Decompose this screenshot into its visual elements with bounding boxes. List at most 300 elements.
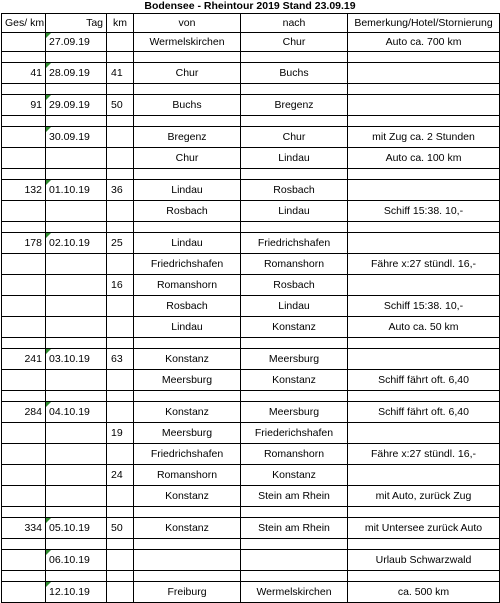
cell-text: 28.09.19 (49, 66, 90, 79)
cell-text: 16 (111, 278, 123, 291)
cell-von[interactable] (134, 391, 241, 402)
table-row (2, 539, 500, 550)
cell-nach[interactable] (241, 116, 348, 127)
cell-text: 41 (111, 66, 123, 79)
cell-von[interactable] (134, 423, 241, 444)
table-row (2, 486, 500, 507)
cell-text: 02.10.19 (49, 236, 90, 249)
cell-tag[interactable] (46, 296, 107, 317)
cell-nach[interactable] (241, 95, 348, 116)
cell-text: Lindau (171, 320, 203, 333)
cell-von[interactable] (134, 370, 241, 391)
cell-nach[interactable] (241, 233, 348, 254)
comment-indicator-icon[interactable] (46, 127, 51, 132)
comment-indicator-icon[interactable] (46, 180, 51, 185)
cell-km[interactable] (107, 222, 134, 233)
cell-von[interactable] (134, 518, 241, 539)
cell-text: Wermelskirchen (149, 35, 225, 48)
cell-bemerkung[interactable] (348, 233, 500, 254)
cell-text: Fähre x:27 stündl. 16,- (370, 447, 477, 460)
cell-nach[interactable] (241, 296, 348, 317)
cell-bemerkung[interactable] (348, 148, 500, 169)
cell-text: Friederichshafen (254, 426, 334, 439)
cell-ges-km[interactable] (2, 169, 46, 180)
cell-text: Stein am Rhein (258, 489, 330, 502)
cell-ges-km[interactable] (2, 423, 46, 444)
cell-km[interactable] (107, 63, 134, 84)
cell-bemerkung[interactable] (348, 465, 500, 486)
cell-nach[interactable] (241, 423, 348, 444)
cell-bemerkung[interactable] (348, 63, 500, 84)
cell-ges-km[interactable] (2, 148, 46, 169)
cell-text: mit Zug ca. 2 Stunden (372, 130, 475, 143)
cell-ges-km[interactable] (2, 486, 46, 507)
cell-tag[interactable] (46, 254, 107, 275)
cell-von[interactable] (134, 507, 241, 518)
cell-km[interactable] (107, 84, 134, 95)
cell-nach[interactable] (241, 254, 348, 275)
table-row (2, 33, 500, 52)
cell-ges-km[interactable] (2, 571, 46, 582)
cell-text: Buchs (279, 66, 309, 79)
cell-km[interactable] (107, 465, 134, 486)
cell-km[interactable] (107, 95, 134, 116)
comment-indicator-icon[interactable] (46, 518, 51, 523)
cell-text: Lindau (171, 236, 203, 249)
cell-tag[interactable] (46, 148, 107, 169)
cell-text: 24 (111, 468, 123, 481)
cell-nach[interactable] (241, 507, 348, 518)
cell-tag[interactable] (46, 518, 107, 539)
header-tag[interactable]: Tag (46, 14, 107, 33)
table-row (2, 518, 500, 539)
cell-nach[interactable] (241, 127, 348, 148)
cell-text: Meersburg (161, 426, 213, 439)
cell-von[interactable] (134, 222, 241, 233)
cell-tag[interactable] (46, 201, 107, 222)
cell-von[interactable] (134, 465, 241, 486)
comment-indicator-icon[interactable] (46, 582, 51, 587)
cell-von[interactable] (134, 33, 241, 52)
cell-text: Romanshorn (156, 278, 218, 291)
table-row (2, 338, 500, 349)
cell-bemerkung[interactable] (348, 518, 500, 539)
cell-bemerkung[interactable] (348, 275, 500, 296)
cell-von[interactable] (134, 550, 241, 571)
cell-ges-km[interactable] (2, 391, 46, 402)
cell-text: 25 (111, 236, 123, 249)
cell-von[interactable] (134, 127, 241, 148)
sheet-title: Bodensee - Rheintour 2019 Stand 23.09.19 (144, 0, 356, 12)
cell-text: Romanshorn (156, 468, 218, 481)
cell-bemerkung[interactable] (348, 349, 500, 370)
cell-bemerkung[interactable] (348, 444, 500, 465)
cell-nach[interactable] (241, 169, 348, 180)
cell-bemerkung[interactable] (348, 95, 500, 116)
cell-ges-km[interactable] (2, 52, 46, 63)
cell-nach[interactable] (241, 84, 348, 95)
cell-tag[interactable] (46, 275, 107, 296)
header-nach[interactable]: nach (241, 14, 348, 33)
cell-text: Chur (175, 66, 199, 79)
cell-text: Rosbach (166, 204, 208, 217)
cell-ges-km[interactable] (2, 550, 46, 571)
cell-km[interactable] (107, 507, 134, 518)
cell-nach[interactable] (241, 370, 348, 391)
comment-indicator-icon[interactable] (46, 550, 51, 555)
table-row (2, 201, 500, 222)
cell-km[interactable] (107, 233, 134, 254)
cell-von[interactable] (134, 254, 241, 275)
cell-ges-km[interactable] (2, 116, 46, 127)
cell-ges-km[interactable] (2, 84, 46, 95)
cell-von[interactable] (134, 571, 241, 582)
cell-bemerkung[interactable] (348, 127, 500, 148)
tour-table (1, 13, 500, 603)
cell-tag[interactable] (46, 486, 107, 507)
cell-bemerkung[interactable] (348, 550, 500, 571)
cell-text: Schiff fährt oft. 6,40 (378, 405, 469, 418)
table-row (2, 116, 500, 127)
cell-tag[interactable] (46, 507, 107, 518)
cell-von[interactable] (134, 201, 241, 222)
cell-km[interactable] (107, 582, 134, 603)
cell-km[interactable] (107, 338, 134, 349)
table-row (2, 317, 500, 338)
cell-ges-km[interactable] (2, 33, 46, 52)
table-row (2, 507, 500, 518)
cell-von[interactable] (134, 338, 241, 349)
cell-tag[interactable] (46, 233, 107, 254)
cell-text: Konstanz (272, 468, 316, 481)
cell-bemerkung[interactable] (348, 201, 500, 222)
cell-text: 06.10.19 (49, 553, 90, 566)
table-row (2, 349, 500, 370)
cell-nach[interactable] (241, 550, 348, 571)
cell-text: Konstanz (272, 373, 316, 386)
cell-tag[interactable] (46, 582, 107, 603)
cell-tag[interactable] (46, 169, 107, 180)
cell-text: Schiff 15:38. 10,- (383, 299, 464, 312)
cell-text: Meersburg (161, 373, 213, 386)
cell-bemerkung[interactable] (348, 222, 500, 233)
cell-tag[interactable] (46, 127, 107, 148)
cell-text: 63 (111, 352, 123, 365)
cell-nach[interactable] (241, 518, 348, 539)
cell-bemerkung[interactable] (348, 571, 500, 582)
cell-tag[interactable] (46, 349, 107, 370)
cell-tag[interactable] (46, 370, 107, 391)
cell-text: 03.10.19 (49, 352, 90, 365)
table-row (2, 222, 500, 233)
cell-km[interactable] (107, 539, 134, 550)
table-row (2, 127, 500, 148)
table-row (2, 444, 500, 465)
cell-km[interactable] (107, 33, 134, 52)
cell-bemerkung[interactable] (348, 370, 500, 391)
cell-tag[interactable] (46, 84, 107, 95)
header-von[interactable]: von (134, 14, 241, 33)
cell-bemerkung[interactable] (348, 180, 500, 201)
cell-km[interactable] (107, 317, 134, 338)
cell-text: Konstanz (272, 320, 316, 333)
cell-text: Stein am Rhein (258, 521, 330, 534)
header-bemerkung[interactable]: Bemerkung/Hotel/Stornierung (348, 14, 500, 33)
cell-text: Lindau (278, 151, 310, 164)
cell-nach[interactable] (241, 33, 348, 52)
table-row (2, 571, 500, 582)
cell-km[interactable] (107, 201, 134, 222)
cell-nach[interactable] (241, 391, 348, 402)
cell-text: Friedrichshafen (150, 447, 224, 460)
cell-text: 50 (111, 98, 123, 111)
cell-text: mit Auto, zurück Zug (375, 489, 472, 502)
cell-text: Romanshorn (263, 257, 325, 270)
cell-ges-km[interactable] (2, 402, 46, 423)
comment-indicator-icon[interactable] (46, 349, 51, 354)
cell-text: Schiff 15:38. 10,- (383, 204, 464, 217)
cell-km[interactable] (107, 518, 134, 539)
cell-ges-km[interactable] (2, 507, 46, 518)
cell-text: 50 (111, 521, 123, 534)
cell-nach[interactable] (241, 63, 348, 84)
cell-nach[interactable] (241, 180, 348, 201)
cell-km[interactable] (107, 275, 134, 296)
cell-von[interactable] (134, 52, 241, 63)
cell-nach[interactable] (241, 402, 348, 423)
comment-indicator-icon[interactable] (46, 33, 51, 38)
cell-bemerkung[interactable] (348, 582, 500, 603)
cell-km[interactable] (107, 296, 134, 317)
cell-text: ca. 500 km (397, 585, 450, 598)
cell-text: Auto ca. 50 km (388, 320, 459, 333)
cell-bemerkung[interactable] (348, 317, 500, 338)
cell-von[interactable] (134, 296, 241, 317)
cell-bemerkung[interactable] (348, 486, 500, 507)
cell-bemerkung[interactable] (348, 169, 500, 180)
cell-nach[interactable] (241, 582, 348, 603)
cell-tag[interactable] (46, 402, 107, 423)
cell-bemerkung[interactable] (348, 116, 500, 127)
cell-ges-km[interactable] (2, 222, 46, 233)
cell-nach[interactable] (241, 571, 348, 582)
cell-tag[interactable] (46, 465, 107, 486)
cell-text: Bregenz (167, 130, 207, 143)
cell-tag[interactable] (46, 317, 107, 338)
table-row (2, 370, 500, 391)
cell-ges-km[interactable] (2, 349, 46, 370)
cell-tag[interactable] (46, 180, 107, 201)
cell-text: Friedrichshafen (257, 236, 331, 249)
cell-tag[interactable] (46, 33, 107, 52)
cell-text: Auto ca. 700 km (385, 35, 462, 48)
cell-km[interactable] (107, 550, 134, 571)
cell-tag[interactable] (46, 391, 107, 402)
cell-bemerkung[interactable] (348, 33, 500, 52)
cell-tag[interactable] (46, 338, 107, 349)
cell-km[interactable] (107, 444, 134, 465)
cell-text: Auto ca. 100 km (385, 151, 462, 164)
cell-bemerkung[interactable] (348, 296, 500, 317)
comment-indicator-icon[interactable] (46, 63, 51, 68)
cell-von[interactable] (134, 444, 241, 465)
cell-nach[interactable] (241, 349, 348, 370)
cell-ges-km[interactable] (2, 370, 46, 391)
cell-ges-km[interactable] (2, 338, 46, 349)
cell-tag[interactable] (46, 222, 107, 233)
cell-km[interactable] (107, 391, 134, 402)
cell-von[interactable] (134, 63, 241, 84)
comment-indicator-icon[interactable] (46, 402, 51, 407)
cell-km[interactable] (107, 52, 134, 63)
cell-text: 132 (24, 183, 42, 196)
table-row (2, 95, 500, 116)
cell-von[interactable] (134, 349, 241, 370)
cell-bemerkung[interactable] (348, 84, 500, 95)
cell-text: Konstanz (165, 489, 209, 502)
cell-text: Lindau (278, 204, 310, 217)
cell-ges-km[interactable] (2, 233, 46, 254)
cell-tag[interactable] (46, 95, 107, 116)
cell-bemerkung[interactable] (348, 507, 500, 518)
cell-von[interactable] (134, 233, 241, 254)
cell-von[interactable] (134, 402, 241, 423)
cell-ges-km[interactable] (2, 254, 46, 275)
cell-bemerkung[interactable] (348, 52, 500, 63)
cell-text: Fähre x:27 stündl. 16,- (370, 257, 477, 270)
cell-bemerkung[interactable] (348, 254, 500, 275)
cell-bemerkung[interactable] (348, 539, 500, 550)
cell-text: Wermelskirchen (256, 585, 332, 598)
cell-nach[interactable] (241, 222, 348, 233)
cell-text: 12.10.19 (49, 585, 90, 598)
cell-nach[interactable] (241, 52, 348, 63)
cell-von[interactable] (134, 84, 241, 95)
cell-tag[interactable] (46, 63, 107, 84)
cell-km[interactable] (107, 571, 134, 582)
cell-bemerkung[interactable] (348, 391, 500, 402)
cell-km[interactable] (107, 127, 134, 148)
cell-text: 178 (24, 236, 42, 249)
cell-ges-km[interactable] (2, 275, 46, 296)
cell-km[interactable] (107, 116, 134, 127)
cell-ges-km[interactable] (2, 95, 46, 116)
cell-von[interactable] (134, 486, 241, 507)
cell-text: 30.09.19 (49, 130, 90, 143)
cell-ges-km[interactable] (2, 63, 46, 84)
cell-bemerkung[interactable] (348, 402, 500, 423)
cell-tag[interactable] (46, 116, 107, 127)
cell-ges-km[interactable] (2, 518, 46, 539)
cell-ges-km[interactable] (2, 582, 46, 603)
comment-indicator-icon[interactable] (46, 95, 51, 100)
cell-von[interactable] (134, 95, 241, 116)
table-row (2, 169, 500, 180)
cell-bemerkung[interactable] (348, 423, 500, 444)
cell-ges-km[interactable] (2, 444, 46, 465)
cell-ges-km[interactable] (2, 465, 46, 486)
cell-km[interactable] (107, 423, 134, 444)
cell-text: Chur (282, 35, 306, 48)
cell-von[interactable] (134, 582, 241, 603)
table-row (2, 296, 500, 317)
cell-ges-km[interactable] (2, 317, 46, 338)
cell-tag[interactable] (46, 571, 107, 582)
cell-ges-km[interactable] (2, 127, 46, 148)
cell-von[interactable] (134, 317, 241, 338)
cell-km[interactable] (107, 402, 134, 423)
cell-text: 19 (111, 426, 123, 439)
cell-von[interactable] (134, 180, 241, 201)
cell-von[interactable] (134, 169, 241, 180)
cell-tag[interactable] (46, 423, 107, 444)
cell-tag[interactable] (46, 444, 107, 465)
cell-von[interactable] (134, 539, 241, 550)
cell-km[interactable] (107, 370, 134, 391)
cell-text: Rosbach (273, 278, 315, 291)
cell-text: 36 (111, 183, 123, 196)
cell-ges-km[interactable] (2, 539, 46, 550)
cell-nach[interactable] (241, 465, 348, 486)
cell-ges-km[interactable] (2, 296, 46, 317)
cell-nach[interactable] (241, 486, 348, 507)
cell-tag[interactable] (46, 52, 107, 63)
cell-km[interactable] (107, 486, 134, 507)
cell-text: 04.10.19 (49, 405, 90, 418)
table-row (2, 582, 500, 603)
cell-ges-km[interactable] (2, 180, 46, 201)
cell-km[interactable] (107, 169, 134, 180)
cell-km[interactable] (107, 148, 134, 169)
header-ges-km[interactable]: Ges/ km (2, 14, 46, 33)
cell-nach[interactable] (241, 539, 348, 550)
cell-text: Freiburg (167, 585, 207, 598)
comment-indicator-icon[interactable] (46, 233, 51, 238)
cell-km[interactable] (107, 180, 134, 201)
cell-nach[interactable] (241, 201, 348, 222)
cell-nach[interactable] (241, 317, 348, 338)
table-row (2, 391, 500, 402)
cell-nach[interactable] (241, 338, 348, 349)
cell-von[interactable] (134, 148, 241, 169)
cell-km[interactable] (107, 349, 134, 370)
cell-text: Konstanz (165, 405, 209, 418)
cell-tag[interactable] (46, 539, 107, 550)
table-row (2, 63, 500, 84)
cell-km[interactable] (107, 254, 134, 275)
cell-nach[interactable] (241, 275, 348, 296)
table-row (2, 233, 500, 254)
cell-text: Rosbach (166, 299, 208, 312)
table-row (2, 52, 500, 63)
cell-nach[interactable] (241, 148, 348, 169)
cell-von[interactable] (134, 275, 241, 296)
header-km[interactable]: km (107, 14, 134, 33)
cell-nach[interactable] (241, 444, 348, 465)
cell-text: Schiff fährt oft. 6,40 (378, 373, 469, 386)
table-row (2, 402, 500, 423)
cell-text: 01.10.19 (49, 183, 90, 196)
cell-bemerkung[interactable] (348, 338, 500, 349)
cell-tag[interactable] (46, 550, 107, 571)
cell-ges-km[interactable] (2, 201, 46, 222)
cell-text: 41 (30, 66, 42, 79)
table-row (2, 275, 500, 296)
cell-von[interactable] (134, 116, 241, 127)
cell-text: Buchs (172, 98, 202, 111)
cell-text: Romanshorn (263, 447, 325, 460)
table-row (2, 465, 500, 486)
